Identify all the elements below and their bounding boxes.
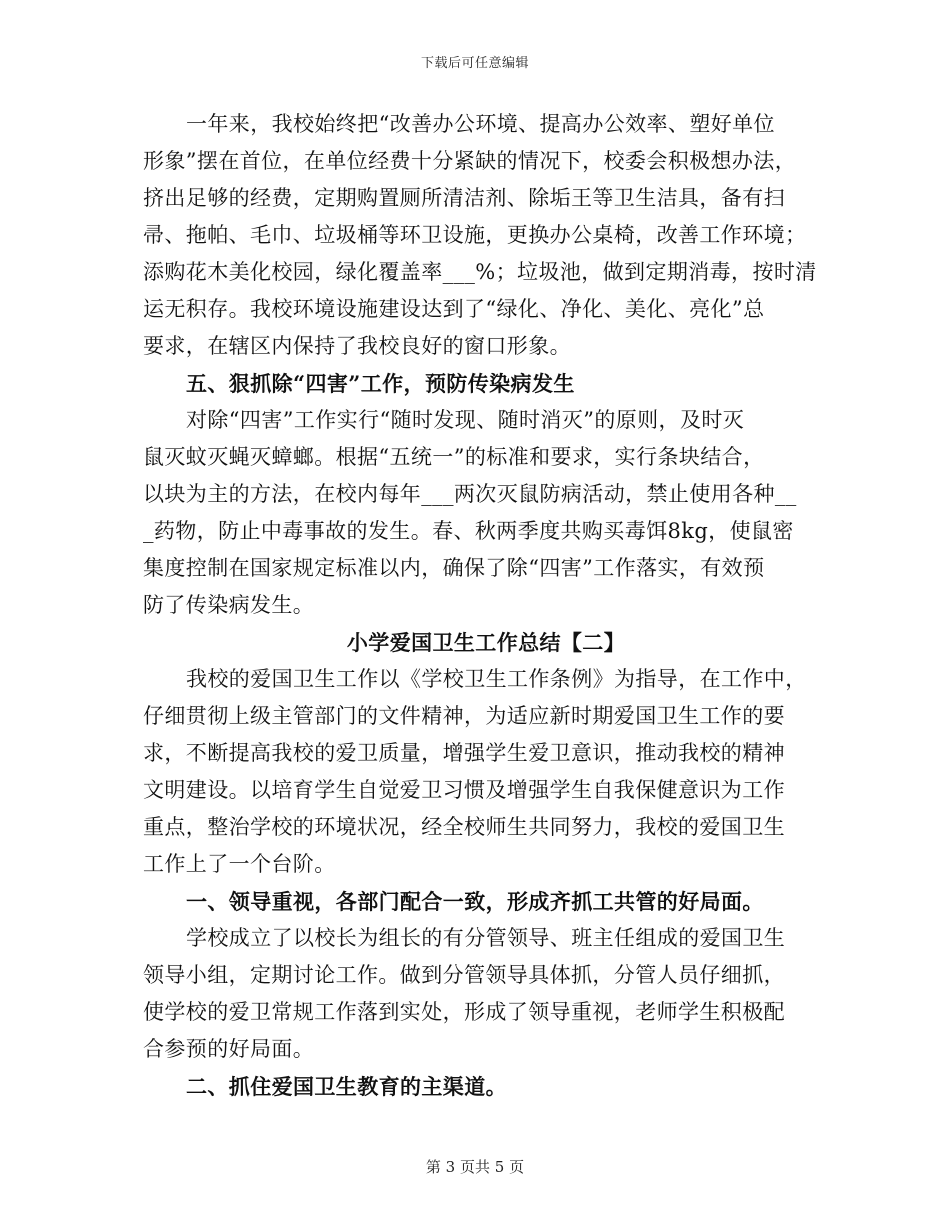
- paragraph-line: _药物，防止中毒事故的发生。春、秋两季度共购买毒饵8kg，使鼠密: [143, 519, 794, 543]
- paragraph-line: 我校的爱国卫生工作以《学校卫生工作条例》为指导，在工作中，: [186, 667, 807, 691]
- paragraph-line: 以块为主的方法，在校内每年___两次灭鼠防病活动，禁止使用各种__: [143, 482, 797, 506]
- paragraph-line: 添购花木美化校园，绿化覆盖率___%；垃圾池，做到定期消毒，按时清: [143, 260, 817, 284]
- paragraph-line: 学校成立了以校长为组长的有分管领导、班主任组成的爱国卫生: [186, 926, 786, 950]
- paragraph-line: 鼠灭蚊灭蝇灭蟑螂。根据“五统一”的标准和要求，实行条块结合，: [143, 445, 765, 469]
- paragraph-line: 重点，整治学校的环境状况，经全校师生共同努力，我校的爱国卫生: [143, 815, 785, 839]
- paragraph-line: 工作上了一个台阶。: [143, 852, 336, 876]
- paragraph-line: 求，不断提高我校的爱卫质量，增强学生爱卫意识，推动我校的精神: [143, 741, 785, 765]
- paragraph-line: 使学校的爱卫常规工作落到实处，形成了领导重视，老师学生积极配: [143, 1000, 785, 1024]
- paragraph-line: 对除“四害”工作实行“随时发现、随时消灭”的原则，及时灭: [186, 408, 745, 432]
- paragraph-line: 帚、拖帕、毛巾、垃圾桶等环卫设施，更换办公桌椅，改善工作环境；: [143, 223, 807, 247]
- paragraph-line: 防了传染病发生。: [143, 593, 315, 617]
- paragraph-line: 运无积存。我校环境设施建设达到了“绿化、净化、美化、亮化”总: [143, 297, 765, 321]
- paragraph-line: 形象”摆在首位，在单位经费十分紧缺的情况下，校委会积极想办法，: [143, 149, 797, 173]
- paragraph-line: 合参预的好局面。: [143, 1037, 315, 1061]
- paragraph-line: 仔细贯彻上级主管部门的文件精神，为适应新时期爱国卫生工作的要: [143, 704, 785, 728]
- section-heading: 一、领导重视，各部门配合一致，形成齐抓工共管的好局面。: [186, 889, 764, 914]
- section-heading: 二、抓住爱国卫生教育的主渠道。: [186, 1074, 507, 1099]
- paragraph-line: 挤出足够的经费，定期购置厕所清洁剂、除垢王等卫生洁具，备有扫: [143, 186, 785, 210]
- document-body: [143, 106, 817, 1105]
- paragraph-line: 要求，在辖区内保持了我校良好的窗口形象。: [143, 334, 571, 358]
- document-section-title: 小学爱国卫生工作总结【二】: [346, 630, 626, 655]
- paragraph-line: 集度控制在国家规定标准以内，确保了除“四害”工作落实，有效预: [143, 556, 765, 580]
- page-number-footer: 第 3 页共 5 页: [425, 1158, 525, 1176]
- paragraph-line: 一年来，我校始终把“改善办公环境、提高办公效率、塑好单位: [186, 112, 775, 136]
- paragraph-line: 文明建设。以培育学生自觉爱卫习惯及增强学生自我保健意识为工作: [143, 778, 785, 802]
- section-heading: 五、狠抓除“四害”工作，预防传染病发生: [186, 371, 575, 396]
- page-header-note: 下载后可任意编辑: [420, 56, 529, 71]
- paragraph-line: 领导小组，定期讨论工作。做到分管领导具体抓，分管人员仔细抓，: [143, 963, 785, 987]
